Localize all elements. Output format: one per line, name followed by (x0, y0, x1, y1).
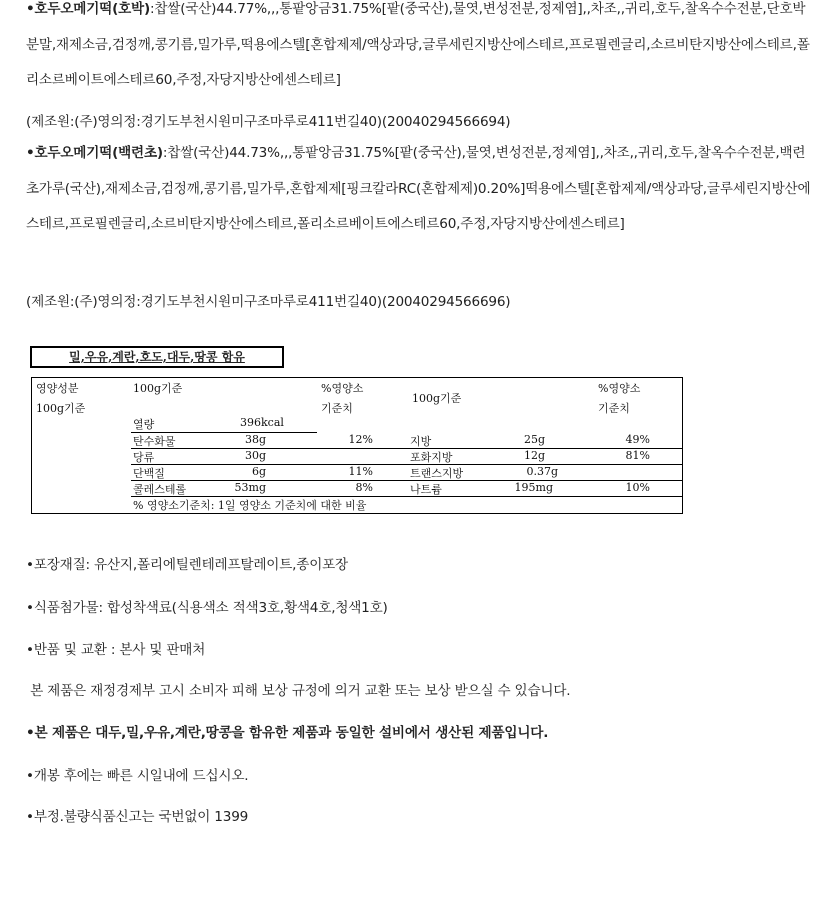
nutrient-name: 트랜스지방 (410, 467, 464, 480)
nutrient-amount: 38g (244, 433, 266, 446)
nutrient-dv: 49% (625, 433, 650, 446)
nutrient-amount: 25g (523, 433, 545, 446)
nutrient-amount: 12g (523, 449, 545, 462)
nutrient-name: 콜레스테롤 (133, 483, 187, 496)
nutrient-name: 지방 (410, 435, 432, 448)
ingredients-text: :찹쌀(국산)44.77%,,,통팥앙금31.75%[팥(중국산),물엿,변성전분,정제염],,차조,,귀리,호두,찰옥수수전분,단호박분말,재제소금,검정깨,콩기름,밀가루,떡용에스텔[혼합제제/액상과당,글루세린지방산에스테르,프로필렌글리,소르비탄지방산에스테르,폴리소르베이트에스테르60,주정,자당지방산에센스테르] (26, 1, 810, 88)
nutrient-dv: 10% (625, 481, 650, 494)
dv-right-2: 기준치 (598, 402, 630, 415)
returns-note: •반품 및 교환 : 본사 및 판매처 (26, 642, 206, 658)
nutrient-dv: 12% (348, 433, 373, 446)
facility-warning: •본 제품은 대두,밀,우유,계란,땅콩을 함유한 제품과 동일한 설비에서 생산된 제품입니다. (26, 725, 549, 741)
packaging-note: •포장재질: 유산지,폴리에틸렌테레프탈레이트,종이포장 (26, 557, 348, 573)
basis-left: 100g기준 (133, 382, 183, 395)
calorie-value: 396kcal (240, 416, 284, 429)
nutrient-amount: 53mg (234, 481, 266, 494)
nutrition-header: 영양성분 (36, 382, 79, 395)
ingredients-paragraph-1 (26, 0, 816, 99)
dv-left-2: 기준치 (321, 402, 353, 415)
nutrient-name: 당류 (133, 451, 155, 464)
dv-left: %영양소 (321, 382, 364, 395)
nutrient-dv: 8% (355, 481, 373, 494)
consume-note: •개봉 후에는 빠른 시일내에 드십시오. (26, 768, 249, 784)
calorie-label: 열량 (133, 418, 155, 431)
basis-right: 100g기준 (412, 392, 462, 405)
nutrient-name: 포화지방 (410, 451, 453, 464)
product-name: •호두오메기떡(백련초) (26, 145, 163, 161)
report-note: •부정.불량식품신고는 국번없이 1399 (26, 809, 249, 825)
dv-right: %영양소 (598, 382, 641, 395)
nutrition-header-basis: 100g기준 (36, 402, 86, 415)
ingredients-paragraph-2 (26, 136, 816, 243)
nutrient-name: 나트륨 (410, 483, 442, 496)
product-name: •호두오메기떡(호박) (26, 1, 150, 17)
nutrient-name: 탄수화물 (133, 435, 176, 448)
nutrient-name: 단백질 (133, 467, 165, 480)
compensation-note: 본 제품은 재정경제부 고시 소비자 피해 보상 규정에 의거 교환 또는 보상 받으실 수 있습니다. (26, 683, 571, 699)
manufacturer-line: (제조원:(주)영의정:경기도부천시원미구조마루로411번길40)(20040294566696) (26, 294, 511, 310)
nutrient-amount: 195mg (514, 481, 553, 494)
nutrition-table (31, 377, 683, 514)
allergy-box: 밀,우유,계란,호도,대두,땅콩 함유 (30, 346, 284, 368)
additives-note: •식품첨가물: 합성착색료(식용색소 적색3호,황색4호,청색1호) (26, 600, 388, 616)
nutrient-dv: 81% (625, 449, 650, 462)
nutrient-amount: 6g (251, 465, 266, 478)
nutrient-amount: 30g (244, 449, 266, 462)
nutrition-footnote: % 영양소기준치: 1일 영양소 기준치에 대한 비율 (133, 499, 367, 512)
manufacturer-line: (제조원:(주)영의정:경기도부천시원미구조마루로411번길40)(20040294566694) (26, 114, 511, 130)
nutrient-dv: 11% (348, 465, 373, 478)
nutrient-amount: 0.37g (526, 465, 558, 478)
ingredients-text: :찹쌀(국산)44.73%,,,통팥앙금31.75%[팥(중국산),물엿,변성전분,정제염],,차조,,귀리,호두,찰옥수수전분,백련초가루(국산),재제소금,검정깨,콩기름,밀가루,혼합제제[핑크칼라RC(혼합제제)0.20%]떡용에스텔[혼합제제/액상과당,글루세린지방산에스테르,프로필렌글리,소르비탄지방산에스테르,폴리소르베이트에스테르60,주정,자당지방산에센스테르] (26, 145, 811, 232)
